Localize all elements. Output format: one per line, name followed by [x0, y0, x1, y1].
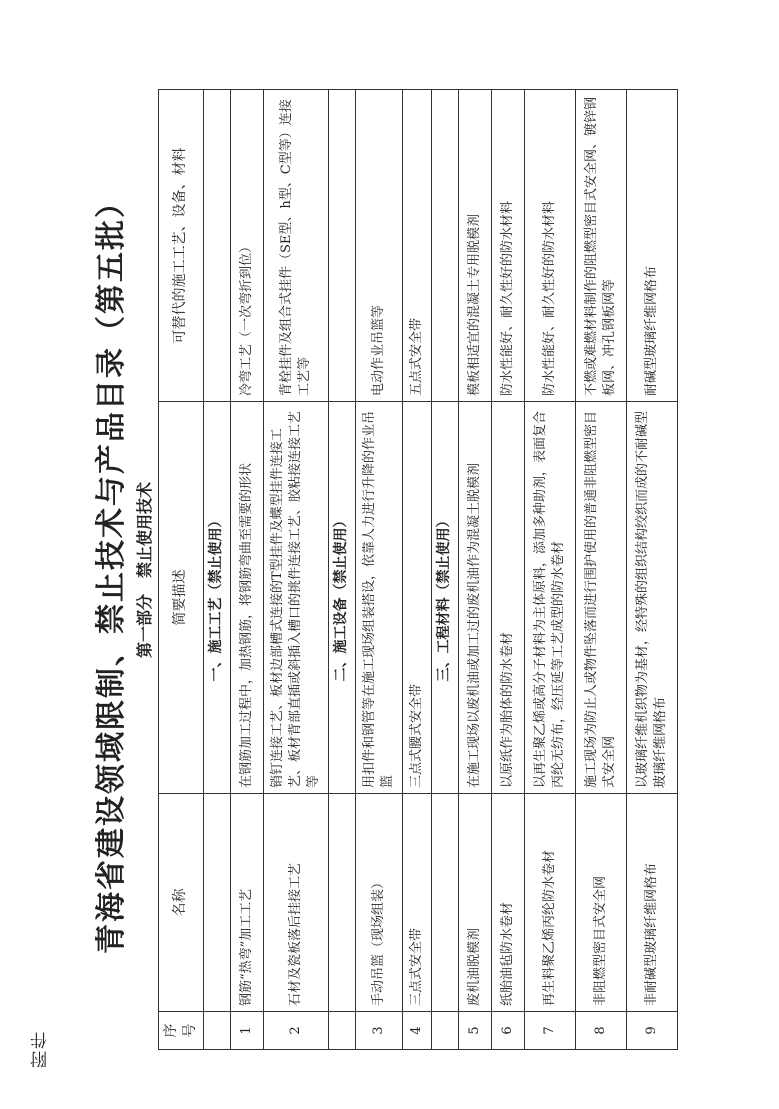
- header-desc: 简要描述: [159, 402, 204, 794]
- table-row: [491, 90, 524, 1050]
- row-desc: 以再生聚乙烯或高分子材料为主体原料，添加多种助剂，表面复合丙纶无纺布，经压延等工艺成型的防水卷材: [524, 402, 575, 794]
- row-desc: 以玻璃纤维机织物为基材，经特殊的组织结构绞织而成的不耐碱型玻璃纤维网格布: [626, 402, 677, 794]
- row-no: 7: [524, 1012, 575, 1050]
- row-alt: 不燃或难燃材料制作的阻燃型密目式安全网、镀锌钢板网、冲孔钢板网等: [575, 90, 626, 402]
- row-name: 非阻燃型密目式安全网: [575, 794, 626, 1012]
- section-heading-row: [328, 90, 355, 1050]
- table-row: [263, 90, 328, 1050]
- table-row: [355, 90, 402, 1050]
- header-name: 名称: [159, 794, 204, 1012]
- row-alt: 电动作业吊篮等: [355, 90, 402, 402]
- row-desc: 在施工现场以废机油或加工过的废机油作为混凝土脱模剂: [458, 402, 491, 794]
- row-name: 石材及瓷板落后挂接工艺: [263, 794, 328, 1012]
- row-no: 6: [491, 1012, 524, 1050]
- row-no: 9: [626, 1012, 677, 1050]
- row-name: 手动吊篮（现场组装）: [355, 794, 402, 1012]
- row-alt: 耐碱型玻璃纤维网格布: [626, 90, 677, 402]
- row-name: 非耐碱型玻璃纤维网格布: [626, 794, 677, 1012]
- section-heading: 三、工程材料（禁止使用）: [431, 402, 458, 794]
- row-name: 纸胎油毡防水卷材: [491, 794, 524, 1012]
- row-desc: 在钢筋加工过程中，加热钢筋，将钢筋弯曲至需要的形状: [230, 402, 263, 794]
- row-name: 再生料聚乙烯丙纶防水卷材: [524, 794, 575, 1012]
- row-name: 废机油脱模剂: [458, 794, 491, 1012]
- row-no: 3: [355, 1012, 402, 1050]
- document-title: 青海省建设领域限制、禁止技术与产品目录（第五批）: [94, 186, 129, 954]
- catalog-table: [158, 89, 678, 1050]
- row-no: 2: [263, 1012, 328, 1050]
- section-heading: 一、施工工艺（禁止使用）: [203, 402, 230, 794]
- row-desc: 用扣件和钢管等在施工现场组装搭设，依靠人力进行升降的作业吊篮: [355, 402, 402, 794]
- table-row: [230, 90, 263, 1050]
- row-no: 1: [230, 1012, 263, 1050]
- row-alt: 防水性能好、耐久性好的防水材料: [491, 90, 524, 402]
- table-row: [626, 90, 677, 1050]
- table-row: [458, 90, 491, 1050]
- part-title: 第一部分 禁止使用技术: [135, 482, 154, 659]
- row-name: 钢筋“热弯”加工工艺: [230, 794, 263, 1012]
- table-row: [524, 90, 575, 1050]
- row-name: 三点式安全带: [402, 794, 431, 1012]
- section-heading-row: [203, 90, 230, 1050]
- row-desc: 三点式腰式安全带: [402, 402, 431, 794]
- row-no: 8: [575, 1012, 626, 1050]
- attachment-label: 附件: [31, 1030, 51, 1068]
- header-no: 序号: [159, 1012, 204, 1050]
- row-no: 4: [402, 1012, 431, 1050]
- table-header-row: [159, 90, 204, 1050]
- row-alt: 冷弯工艺（一次弯折到位）: [230, 90, 263, 402]
- row-no: 5: [458, 1012, 491, 1050]
- table-row: [575, 90, 626, 1050]
- row-desc: 销钉连接工艺、板材边部槽式连接的T型挂件及蝶型挂件连接工艺、板材背部直插或斜插入槽口的挑件连接工艺、胶粘接连接工艺等: [263, 402, 328, 794]
- rotated-document: [80, 90, 720, 1050]
- row-alt: 防水性能好、耐久性好的防水材料: [524, 90, 575, 402]
- header-alt: 可替代的施工工艺、设备、材料: [159, 90, 204, 402]
- row-alt: 模板相适宜的混凝土专用脱模剂: [458, 90, 491, 402]
- table-row: [402, 90, 431, 1050]
- row-desc: 施工现场为防止人或物件坠落而进行围护使用的普通非阻燃型密目式安全网: [575, 402, 626, 794]
- row-alt: 五点式安全带: [402, 90, 431, 402]
- section-heading: 二、施工设备（禁止使用）: [328, 402, 355, 794]
- row-alt: 背栓挂件及组合式挂件（SE型、h型、C型等）连接工艺等: [263, 90, 328, 402]
- row-desc: 以原纸作为胎体的防水卷材: [491, 402, 524, 794]
- section-heading-row: [431, 90, 458, 1050]
